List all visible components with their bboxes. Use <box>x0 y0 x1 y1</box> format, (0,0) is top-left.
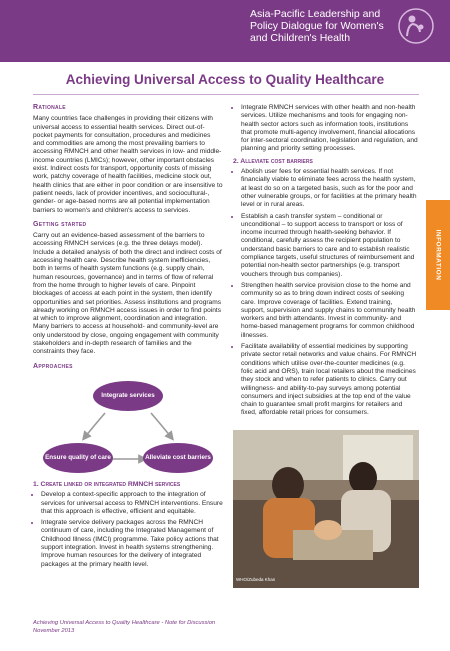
photo-credit: WHO/Zubeda Khan <box>236 577 276 582</box>
page-header <box>0 0 450 62</box>
footer-date: November 2013 <box>33 627 75 634</box>
approaches-diagram <box>33 375 223 475</box>
list-item: • Strengthen health service provision close to the home and community so as to bring down indirect costs of seeking care. Improve coverage of facilities. Extend training, support, supervision and supply chains to community health workers and birth attendants. Invest in community- and home-based management programs for common childhood illnesses. <box>241 282 418 340</box>
footer-document-title: Achieving Universal Access to Quality Healthcare - Note for Discussion <box>33 620 216 626</box>
page-footer <box>33 620 419 635</box>
getting-started-heading: Getting started <box>33 220 87 228</box>
rationale-heading: Rationale <box>33 104 66 111</box>
integrate-services-oval: Integrate services <box>93 381 163 411</box>
list-item: • Develop a context-specific approach to the integration of services for universal access to RMNCH interventions. Ensure that this approach is effective, efficient and equitable. <box>41 491 223 516</box>
right-column <box>233 104 418 421</box>
getting-started-text: Carry out an evidence-based assessment of the barriers to accessing RMNCH services (e.g. the three delays model). Include a detailed analysis of both the direct and indirect costs of accessing health care. Describe health system inefficiencies, both in terms of health system functions (e.g. supply chain, human resources, governance) and in terms of flow of referral from the home through to higher levels of care. Pinpoint blockages of access at each point in the system, then identify opportunities and set priorities. Assess institutions and programs already working on RMNCH access issues in order to find points at which to improve alignment, coordination and integration. Many barriers to access at household- and community-level are only understood by close, ongoing engagement with community stakeholders and in-depth research of families and the constraints they face. <box>33 232 222 356</box>
section-2-heading: 2. Alleviate cost barriers <box>233 157 313 165</box>
arrow-left-icon <box>85 413 105 437</box>
ensure-quality-oval: Ensure quality of care <box>43 443 113 473</box>
section-1-heading: 1. Create linked or integrated RMNCH services <box>33 480 181 488</box>
list-item: • Abolish user fees for essential health services. If not financially viable to eliminate fees across the health system, at least do so on a targeted basis, such as for the poor and other vulnerable groups, or for facilities at the primary health level or in rural areas. <box>241 168 418 209</box>
alleviate-cost-oval: Alleviate cost barriers <box>143 443 213 473</box>
list-item: • Integrate RMNCH services with other health and non-health services. Utilize mechanisms and tools for engaging non-health sector actors such as information tools, institutions that promote multi-agency involvement, financial allocations for inter-sectoral coordination, legislation and regulation, and planning and priority setting processes. <box>241 104 418 154</box>
section-1-list <box>33 491 223 569</box>
integration-list <box>233 104 418 154</box>
rationale-text: Many countries face challenges in providing their citizens with universal access to essential health services. Direct out-of-pocket payments for consultation, procedures and medicines and commodities are among the most prevailing barriers to accessing RMNCH and other health services in low- and middle-income countries (LMICs); however, other important obstacles exist. Indirect costs for transport, opportunity costs of missing work, patchy coverage of health facilities, medicine stock out, health clinics that are either in poor condition or are insensitive to patient needs, lack of provider incentives, and sociocultural-, gender- or age-based norms are all potential implementation barriers to women's and children's access to services. <box>33 115 223 214</box>
left-column <box>33 104 223 572</box>
org-name-line-3: and Children's Health <box>250 32 351 44</box>
information-tab <box>426 200 450 310</box>
information-tab-label: INFORMATION <box>434 229 442 281</box>
arrow-right-icon <box>151 413 171 437</box>
list-item: • Establish a cash transfer system – conditional or unconditional – to support access to transport or loss of income incurred through health-seeking behavior. If conditional, carefully assess the recipient population to understand basic barriers to care and to establish realistic compliance targets, useful structures of reimbursement and potential non-health sector partnerships (e.g. transport vouchers through bus companies). <box>241 213 418 279</box>
clinic-scene-image <box>233 430 419 588</box>
mother-child-logo-icon <box>396 6 436 46</box>
page-title: Achieving Universal Access to Quality Healthcare <box>65 72 385 87</box>
clinic-photo <box>233 430 419 588</box>
list-item: • Integrate service delivery packages across the RMNCH continuum of care, including the Integrated Management of Childhood Illness (IMCI) programme. Take policy actions that support integration. Invest in health systems strengthening. Improve human resources for the delivery of integrated packages at the primary health level. <box>41 519 223 569</box>
org-name-line-2: Policy Dialogue for Women's <box>250 20 384 32</box>
org-name-line-1: Asia-Pacific Leadership and <box>250 8 381 20</box>
list-item: • Facilitate availability of essential medicines by supporting private sector retail networks and value chains. For RMNCH conditions which utilise over-the-counter medicines (e.g. folic acid and ORS), train local retailers about the medicines they stock and when to refer patients to clinics. Carry out willingness- and ability-to-pay surveys among potential consumers and inject subsidies at the top end of the value chain to guarantee small profit margins for retailers and fixed, affordable retail prices for consumers. <box>241 343 418 418</box>
title-divider <box>33 94 419 95</box>
section-2-list <box>233 168 418 418</box>
approaches-heading: Approaches <box>33 362 73 370</box>
